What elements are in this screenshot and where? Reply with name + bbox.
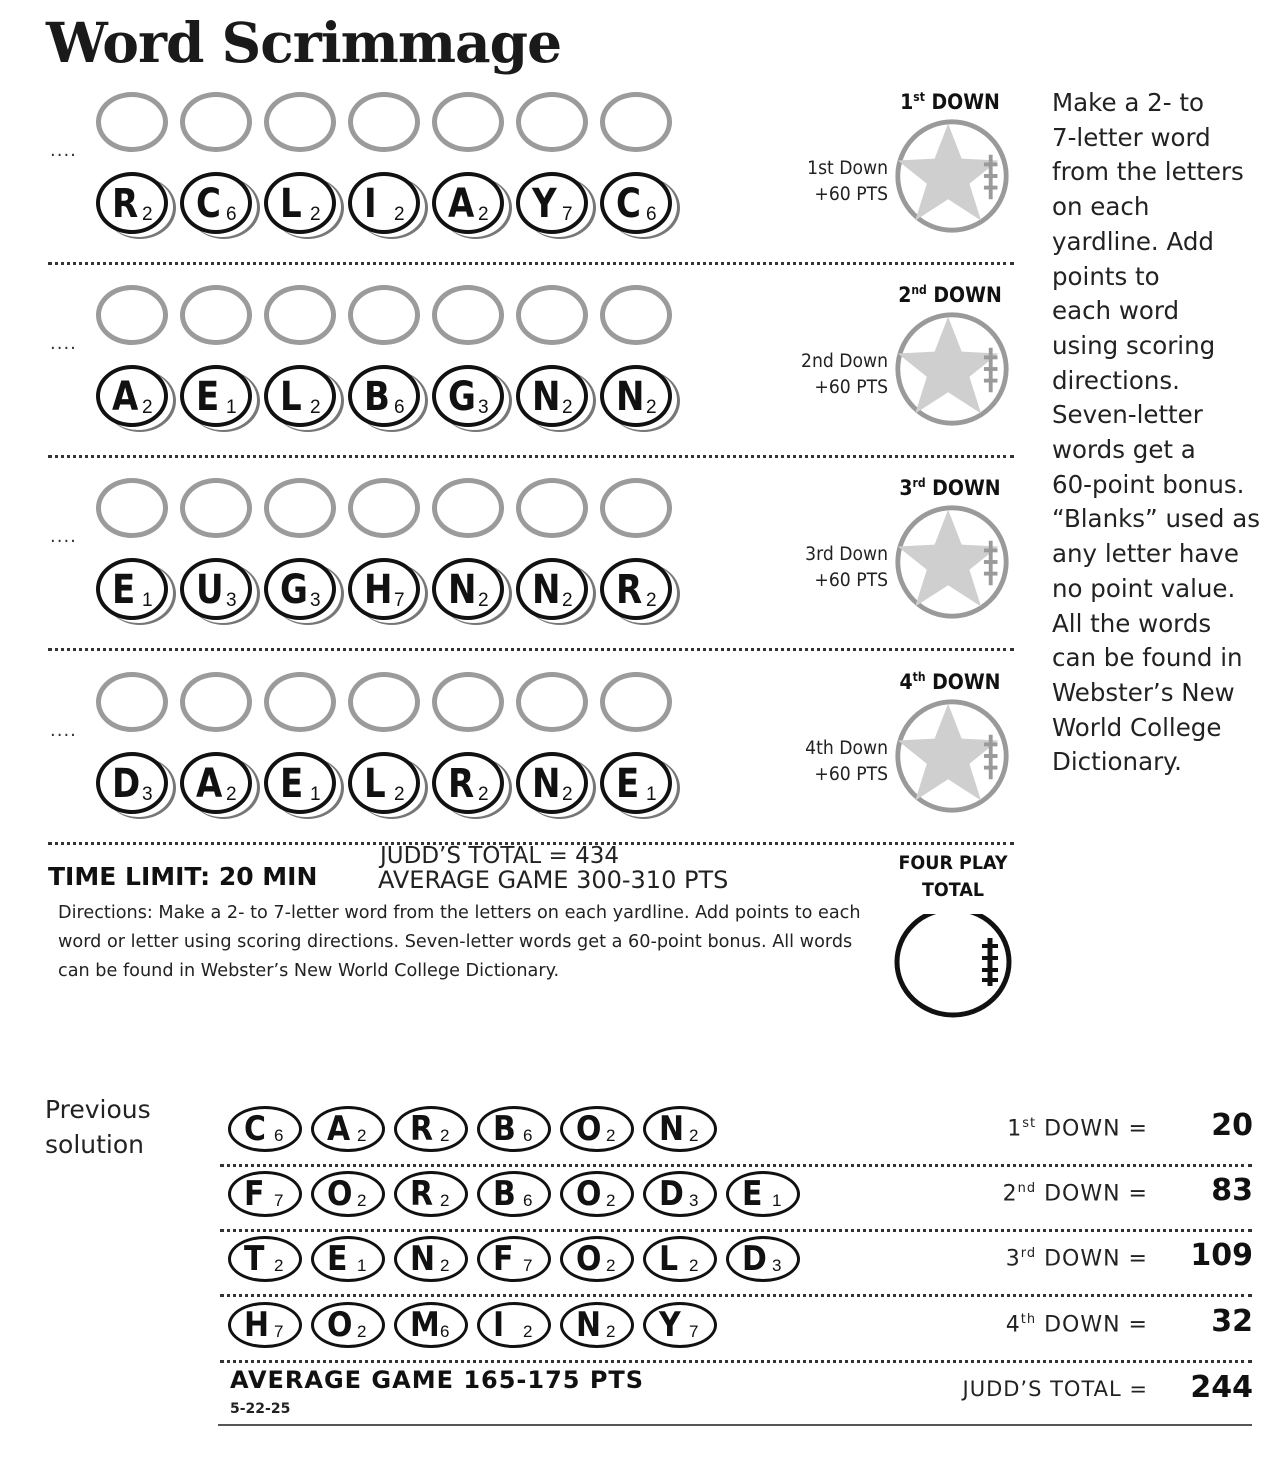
solution-tile bbox=[477, 1106, 551, 1152]
solution-tile bbox=[560, 1236, 634, 1282]
answer-slot[interactable] bbox=[264, 92, 336, 152]
letter-tile bbox=[96, 558, 168, 620]
solution-tile bbox=[643, 1302, 717, 1348]
solution-tile-letter: E bbox=[327, 1239, 348, 1279]
tile-points: 2 bbox=[394, 204, 405, 225]
letter-tile bbox=[264, 365, 336, 427]
solution-divider bbox=[220, 1294, 1252, 1297]
answer-slot[interactable] bbox=[600, 285, 672, 345]
solution-down-score: 32 bbox=[1211, 1304, 1253, 1339]
solution-tile bbox=[311, 1171, 385, 1217]
answer-slot[interactable] bbox=[516, 92, 588, 152]
down-heading-word: DOWN bbox=[933, 283, 1002, 307]
solution-tile bbox=[311, 1302, 385, 1348]
solution-down-suffix: rd bbox=[1020, 1246, 1037, 1261]
down-heading-suffix: nd bbox=[911, 283, 927, 297]
tile-points: 2 bbox=[394, 784, 405, 805]
solution-tile-points: 2 bbox=[606, 1191, 616, 1210]
tile-letter: E bbox=[616, 761, 640, 807]
bottom-divider bbox=[218, 1424, 1252, 1426]
letter-tile bbox=[264, 558, 336, 620]
solution-tile-points: 2 bbox=[523, 1322, 533, 1341]
solution-tile-points: 2 bbox=[357, 1322, 367, 1341]
four-play-total-label bbox=[886, 850, 1020, 904]
down-label-bonus: +60 PTS bbox=[814, 377, 888, 398]
solution-tile bbox=[394, 1302, 468, 1348]
solution-down-word: DOWN = bbox=[1044, 1116, 1148, 1142]
solution-tile-points: 7 bbox=[274, 1191, 284, 1210]
answer-slot[interactable] bbox=[600, 92, 672, 152]
answer-slot[interactable] bbox=[180, 92, 252, 152]
letter-tile bbox=[516, 365, 588, 427]
tile-points: 2 bbox=[646, 397, 657, 418]
football-star-icon[interactable] bbox=[892, 502, 1012, 622]
tile-points: 2 bbox=[562, 784, 573, 805]
letter-tile bbox=[180, 365, 252, 427]
solution-tile-points: 2 bbox=[440, 1191, 450, 1210]
solution-down-label bbox=[870, 1116, 1148, 1141]
tile-points: 1 bbox=[310, 784, 321, 805]
time-limit: TIME LIMIT: 20 MIN bbox=[48, 862, 318, 891]
solution-tile bbox=[643, 1171, 717, 1217]
yardline-divider bbox=[48, 262, 1014, 265]
solution-tile-points: 2 bbox=[357, 1191, 367, 1210]
solution-tile-points: 2 bbox=[606, 1322, 616, 1341]
down-bonus-label bbox=[778, 542, 888, 594]
tile-points: 2 bbox=[478, 784, 489, 805]
solution-divider bbox=[220, 1360, 1252, 1363]
solution-tile-letter: B bbox=[493, 1109, 516, 1149]
solution-tile bbox=[394, 1171, 468, 1217]
down-label-name: 2nd Down bbox=[801, 351, 888, 372]
answer-slot[interactable] bbox=[432, 92, 504, 152]
tile-points: 2 bbox=[310, 397, 321, 418]
letter-tile bbox=[600, 365, 672, 427]
tile-points: 3 bbox=[226, 590, 237, 611]
answer-slot[interactable] bbox=[348, 672, 420, 732]
tile-letter: L bbox=[280, 181, 302, 227]
previous-solution-label: Previous solution bbox=[45, 1095, 151, 1159]
football-star-icon[interactable] bbox=[892, 696, 1012, 816]
solution-down-score: 20 bbox=[1211, 1108, 1253, 1143]
instructions-text: Make a 2- to 7-letter word from the letters on each yardline. Add points to each word using scoring directions. Seven-letter words get a 60-point bonus. “Blanks” used as any letter have no point value. All the words can be found in Webster’s New World College Dictionary. bbox=[1052, 88, 1261, 777]
row-dots: .... bbox=[50, 140, 77, 161]
letter-tile bbox=[516, 558, 588, 620]
solution-tile bbox=[477, 1302, 551, 1348]
football-star-icon[interactable] bbox=[892, 116, 1012, 236]
solution-tile-letter: N bbox=[410, 1239, 436, 1279]
letter-tile bbox=[96, 172, 168, 234]
directions-text: Directions: Make a 2- to 7-letter word from the letters on each yardline. Add points to each word or letter using scoring directions. Seven-letter words get a 60-point bonus. All words can be found in Webster’s New World College Dictionary. bbox=[58, 902, 861, 981]
solution-tile-points: 2 bbox=[689, 1126, 699, 1145]
solution-down-label bbox=[870, 1181, 1148, 1206]
answer-slot[interactable] bbox=[264, 285, 336, 345]
tile-points: 6 bbox=[226, 204, 237, 225]
answer-slot[interactable] bbox=[516, 672, 588, 732]
letter-tile bbox=[180, 752, 252, 814]
answer-slot[interactable] bbox=[180, 672, 252, 732]
letter-tile bbox=[348, 558, 420, 620]
tile-points: 7 bbox=[562, 204, 573, 225]
tile-points: 2 bbox=[478, 204, 489, 225]
tile-points: 3 bbox=[142, 784, 153, 805]
solution-tile bbox=[726, 1171, 800, 1217]
solution-tile-letter: A bbox=[327, 1109, 351, 1149]
answer-slot[interactable] bbox=[432, 285, 504, 345]
solution-tile-points: 7 bbox=[274, 1322, 284, 1341]
letter-tile bbox=[348, 752, 420, 814]
solution-down-number: 3 bbox=[1005, 1246, 1021, 1272]
letter-tile bbox=[96, 365, 168, 427]
solution-tile-letter: M bbox=[410, 1305, 440, 1345]
solution-tile-points: 2 bbox=[274, 1256, 284, 1275]
solution-tile bbox=[726, 1236, 800, 1282]
answer-slot[interactable] bbox=[96, 285, 168, 345]
solution-tile bbox=[228, 1171, 302, 1217]
tile-points: 2 bbox=[562, 397, 573, 418]
letter-tile bbox=[432, 558, 504, 620]
solution-judds-total-label: JUDD’S TOTAL = bbox=[962, 1377, 1148, 1401]
answer-slot[interactable] bbox=[432, 478, 504, 538]
down-heading bbox=[878, 283, 1022, 307]
tile-letter: C bbox=[616, 181, 641, 227]
tile-letter: A bbox=[448, 181, 475, 227]
solution-tile-letter: E bbox=[742, 1174, 763, 1214]
solution-tile-letter: O bbox=[576, 1174, 602, 1214]
tile-points: 1 bbox=[646, 784, 657, 805]
solution-tile bbox=[311, 1106, 385, 1152]
down-heading-word: DOWN bbox=[931, 90, 1000, 114]
solution-down-suffix: nd bbox=[1017, 1181, 1037, 1196]
solution-tile-letter: F bbox=[244, 1174, 265, 1214]
tile-points: 1 bbox=[226, 397, 237, 418]
tile-letter: A bbox=[112, 374, 139, 420]
tile-points: 2 bbox=[310, 204, 321, 225]
solution-down-label bbox=[870, 1312, 1148, 1337]
solution-down-word: DOWN = bbox=[1044, 1312, 1148, 1338]
down-label-bonus: +60 PTS bbox=[814, 570, 888, 591]
down-heading-word: DOWN bbox=[932, 476, 1001, 500]
solution-tile bbox=[477, 1171, 551, 1217]
answer-slot[interactable] bbox=[600, 672, 672, 732]
solution-tile-letter: Y bbox=[659, 1305, 681, 1345]
solution-tile bbox=[643, 1106, 717, 1152]
tile-letter: U bbox=[196, 567, 224, 613]
solution-tile-letter: F bbox=[493, 1239, 514, 1279]
tile-letter: N bbox=[616, 374, 645, 420]
letter-tile bbox=[600, 752, 672, 814]
tile-letter: R bbox=[112, 181, 139, 227]
down-heading-suffix: rd bbox=[912, 476, 926, 490]
tile-letter: N bbox=[532, 567, 561, 613]
tile-letter: L bbox=[364, 761, 386, 807]
letter-tile bbox=[432, 365, 504, 427]
down-label-bonus: +60 PTS bbox=[814, 764, 888, 785]
letter-tile bbox=[180, 558, 252, 620]
tile-points: 2 bbox=[226, 784, 237, 805]
letter-tile bbox=[600, 172, 672, 234]
solution-tile-letter: O bbox=[327, 1174, 353, 1214]
answer-slot[interactable] bbox=[600, 478, 672, 538]
solution-tile-points: 7 bbox=[523, 1256, 533, 1275]
solution-tile-points: 2 bbox=[606, 1256, 616, 1275]
solution-tile bbox=[311, 1236, 385, 1282]
answer-slot[interactable] bbox=[516, 285, 588, 345]
answer-slot[interactable] bbox=[264, 672, 336, 732]
solution-tile-letter: C bbox=[244, 1109, 266, 1149]
solution-tile-points: 6 bbox=[274, 1126, 284, 1145]
solution-tile-letter: N bbox=[659, 1109, 685, 1149]
answer-slot[interactable] bbox=[432, 672, 504, 732]
letter-tile bbox=[516, 172, 588, 234]
solution-down-number: 1 bbox=[1007, 1116, 1023, 1142]
down-heading-number: 3 bbox=[899, 476, 913, 500]
tile-letter: G bbox=[448, 374, 476, 420]
solution-tile-points: 6 bbox=[440, 1322, 450, 1341]
solution-tile-letter: R bbox=[410, 1109, 434, 1149]
down-bonus-label bbox=[778, 349, 888, 401]
solution-down-suffix: th bbox=[1020, 1312, 1037, 1327]
letter-tile bbox=[516, 752, 588, 814]
average-game: AVERAGE GAME 300-310 PTS bbox=[378, 866, 729, 894]
solution-tile-letter: H bbox=[244, 1305, 270, 1345]
four-play-line2: TOTAL bbox=[921, 879, 985, 901]
solution-tile bbox=[394, 1236, 468, 1282]
football-icon[interactable] bbox=[892, 914, 1016, 1022]
letter-tile bbox=[96, 752, 168, 814]
down-heading-suffix: st bbox=[913, 90, 925, 104]
solution-tile-points: 6 bbox=[523, 1126, 533, 1145]
answer-slot[interactable] bbox=[180, 285, 252, 345]
letter-tile bbox=[180, 172, 252, 234]
tile-letter: L bbox=[280, 374, 302, 420]
solution-tile bbox=[228, 1302, 302, 1348]
solution-tile-points: 2 bbox=[440, 1126, 450, 1145]
tile-letter: R bbox=[616, 567, 643, 613]
row-dots: .... bbox=[50, 526, 77, 547]
down-label-name: 4th Down bbox=[805, 738, 888, 759]
down-heading bbox=[878, 90, 1022, 114]
tile-letter: C bbox=[196, 181, 221, 227]
tile-letter: B bbox=[364, 374, 390, 420]
solution-tile bbox=[228, 1106, 302, 1152]
yardline-divider bbox=[48, 455, 1014, 458]
solution-tile-letter: D bbox=[742, 1239, 767, 1279]
solution-down-label bbox=[870, 1246, 1148, 1271]
solution-tile-letter: O bbox=[576, 1109, 602, 1149]
solution-tile-letter: L bbox=[659, 1239, 679, 1279]
down-heading-suffix: th bbox=[912, 670, 926, 684]
solution-tile-points: 2 bbox=[440, 1256, 450, 1275]
solution-tile bbox=[643, 1236, 717, 1282]
tile-letter: Y bbox=[532, 181, 557, 227]
letter-tile bbox=[348, 365, 420, 427]
tile-letter: N bbox=[532, 761, 561, 807]
solution-tile-letter: D bbox=[659, 1174, 684, 1214]
solution-tile-letter: T bbox=[244, 1239, 265, 1279]
tile-letter: E bbox=[280, 761, 304, 807]
answer-slot[interactable] bbox=[348, 478, 420, 538]
down-heading bbox=[878, 476, 1022, 500]
solution-date: 5-22-25 bbox=[230, 1401, 291, 1417]
letter-tile bbox=[264, 752, 336, 814]
tile-points: 6 bbox=[646, 204, 657, 225]
solution-down-word: DOWN = bbox=[1044, 1181, 1148, 1207]
down-heading-number: 4 bbox=[899, 670, 913, 694]
tile-letter: E bbox=[112, 567, 136, 613]
down-heading-word: DOWN bbox=[932, 670, 1001, 694]
page-title: Word Scrimmage bbox=[46, 10, 562, 75]
letter-tile bbox=[432, 172, 504, 234]
down-heading bbox=[878, 670, 1022, 694]
down-label-bonus: +60 PTS bbox=[814, 184, 888, 205]
down-heading-number: 1 bbox=[900, 90, 914, 114]
tile-letter: D bbox=[112, 761, 141, 807]
tile-points: 3 bbox=[478, 397, 489, 418]
solution-down-score: 83 bbox=[1211, 1173, 1253, 1208]
solution-tile-points: 6 bbox=[523, 1191, 533, 1210]
tile-points: 2 bbox=[562, 590, 573, 611]
solution-tile-points: 3 bbox=[772, 1256, 782, 1275]
tile-points: 6 bbox=[394, 397, 405, 418]
solution-tile-letter: R bbox=[410, 1174, 434, 1214]
row-dots: .... bbox=[50, 333, 77, 354]
solution-tile bbox=[560, 1106, 634, 1152]
solution-tile-letter: O bbox=[327, 1305, 353, 1345]
solution-down-word: DOWN = bbox=[1044, 1246, 1148, 1272]
letter-tile bbox=[432, 752, 504, 814]
four-play-line1: FOUR PLAY bbox=[898, 852, 1008, 874]
down-label-name: 1st Down bbox=[807, 158, 888, 179]
solution-judds-total-value: 244 bbox=[1190, 1370, 1253, 1405]
tile-points: 3 bbox=[310, 590, 321, 611]
solution-tile-letter: N bbox=[576, 1305, 602, 1345]
tile-points: 2 bbox=[142, 204, 153, 225]
solution-tile bbox=[477, 1236, 551, 1282]
tile-letter: G bbox=[280, 567, 308, 613]
answer-slot[interactable] bbox=[348, 285, 420, 345]
solution-tile-points: 1 bbox=[357, 1256, 367, 1275]
yardline-divider bbox=[48, 648, 1014, 651]
answer-slot[interactable] bbox=[96, 478, 168, 538]
tile-points: 7 bbox=[394, 590, 405, 611]
tile-points: 2 bbox=[478, 590, 489, 611]
tile-letter: N bbox=[532, 374, 561, 420]
tile-points: 1 bbox=[142, 590, 153, 611]
tile-letter: E bbox=[196, 374, 220, 420]
solution-tile-points: 1 bbox=[772, 1191, 782, 1210]
tile-letter: R bbox=[448, 761, 475, 807]
tile-letter: N bbox=[448, 567, 477, 613]
solution-down-number: 2 bbox=[1002, 1181, 1018, 1207]
solution-divider bbox=[220, 1164, 1252, 1167]
down-heading-number: 2 bbox=[898, 283, 912, 307]
solution-divider bbox=[220, 1229, 1252, 1232]
tile-points: 2 bbox=[646, 590, 657, 611]
down-bonus-label bbox=[778, 156, 888, 208]
letter-tile bbox=[348, 172, 420, 234]
judds-total: JUDD’S TOTAL = 434 bbox=[380, 843, 620, 869]
solution-tile-points: 2 bbox=[689, 1256, 699, 1275]
solution-down-score: 109 bbox=[1190, 1238, 1253, 1273]
solution-down-suffix: st bbox=[1022, 1116, 1037, 1131]
solution-tile bbox=[560, 1302, 634, 1348]
solution-down-number: 4 bbox=[1005, 1312, 1021, 1338]
solution-tile bbox=[394, 1106, 468, 1152]
answer-slot[interactable] bbox=[180, 478, 252, 538]
tile-letter: H bbox=[364, 567, 393, 613]
solution-tile-letter: B bbox=[493, 1174, 516, 1214]
solution-tile-points: 3 bbox=[689, 1191, 699, 1210]
answer-slot[interactable] bbox=[264, 478, 336, 538]
solution-tile-letter: O bbox=[576, 1239, 602, 1279]
down-label-name: 3rd Down bbox=[805, 544, 888, 565]
answer-slot[interactable] bbox=[348, 92, 420, 152]
answer-slot[interactable] bbox=[516, 478, 588, 538]
down-bonus-label bbox=[778, 736, 888, 788]
tile-points: 2 bbox=[142, 397, 153, 418]
answer-slot[interactable] bbox=[96, 92, 168, 152]
tile-letter: A bbox=[196, 761, 223, 807]
solution-average-game: AVERAGE GAME 165-175 PTS bbox=[230, 1366, 645, 1394]
letter-tile bbox=[264, 172, 336, 234]
letter-tile bbox=[600, 558, 672, 620]
solution-tile-points: 2 bbox=[357, 1126, 367, 1145]
solution-tile-letter: I bbox=[493, 1305, 505, 1345]
tile-letter: I bbox=[364, 181, 377, 227]
solution-tile-points: 2 bbox=[606, 1126, 616, 1145]
solution-tile bbox=[560, 1171, 634, 1217]
solution-tile-points: 7 bbox=[689, 1322, 699, 1341]
answer-slot[interactable] bbox=[96, 672, 168, 732]
row-dots: .... bbox=[50, 720, 77, 741]
solution-tile bbox=[228, 1236, 302, 1282]
football-star-icon[interactable] bbox=[892, 309, 1012, 429]
